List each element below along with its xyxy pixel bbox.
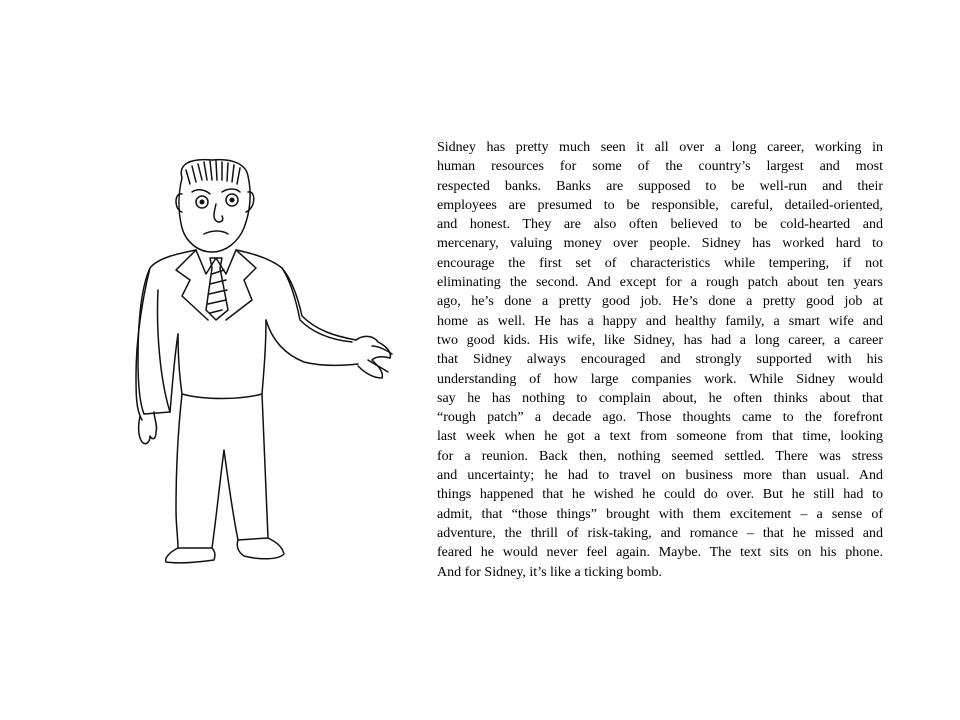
story-line: mercenary, valuing money over people. Sidney has worked hard to [437,236,883,252]
story-line: encourage the first set of characteristics while tempering, if not [437,255,883,271]
story-line: eliminating the second. And except for a rough patch about ten years [437,275,883,291]
nose [214,204,223,222]
story-line: employees are presumed to be responsible, careful, detailed-oriented, [437,197,883,213]
jacket-right [236,250,352,342]
vest [178,320,266,399]
arm-right [266,268,358,365]
story-line: ago, he’s done a pretty good job. He’s done a pretty good job at [437,294,883,310]
story-line: home as well. He has a happy and healthy family, a smart wife and [437,313,883,329]
story-line: say he has nothing to complain about, he often thinks about that [437,390,883,406]
hand-right [356,336,390,378]
collar [196,250,236,274]
jacket-left [138,250,196,414]
story-line: Sidney has pretty much seen it all over a long career, working in [437,140,883,155]
arm-left [136,268,170,420]
story-text [437,138,883,582]
shoe-left [166,548,215,563]
story-line: adventure, the thrill of risk-taking, and romance – that he missed and [437,525,883,541]
story-line: respected banks. Banks are supposed to be well-run and their [437,178,883,194]
trousers [176,394,268,548]
mouth [204,231,228,234]
story-line: things happened that he wished he could do over. But he still had to [437,487,883,503]
story-line: and honest. They are also often believed to be cold-hearted and [437,217,883,233]
story-line: understanding of how large companies work. While Sidney would [437,371,883,387]
story-line: that Sidney always encouraged and strongly supported with his [437,352,883,368]
brows [192,189,240,194]
story-line: last week when he got a text from someone from that time, looking [437,429,883,445]
man-in-suit-sketch-icon [120,150,400,570]
story-line: And for Sidney, it’s like a ticking bomb. [437,564,663,580]
story-line: two good kids. His wife, like Sidney, has had a long career, a career [437,332,883,348]
story-line: feared he would never feel again. Maybe. The text sits on his phone. [437,545,883,561]
story-line: for a reunion. Back then, nothing seemed settled. There was stress [437,448,883,464]
lapel-left [176,250,208,320]
story-line: and uncertainty; he had to travel on business more than usual. And [437,468,883,484]
hair-stripes [186,161,240,184]
shoe-right [237,538,284,559]
hand-left [139,412,157,444]
story-line: human resources for some of the country’s largest and most [437,159,883,175]
lapel-right [226,250,256,320]
story-line: admit, that “those things” brought with them excitement – a sense of [437,506,883,522]
story-line: “rough patch” a decade ago. Those thoughts came to the forefront [437,410,883,426]
